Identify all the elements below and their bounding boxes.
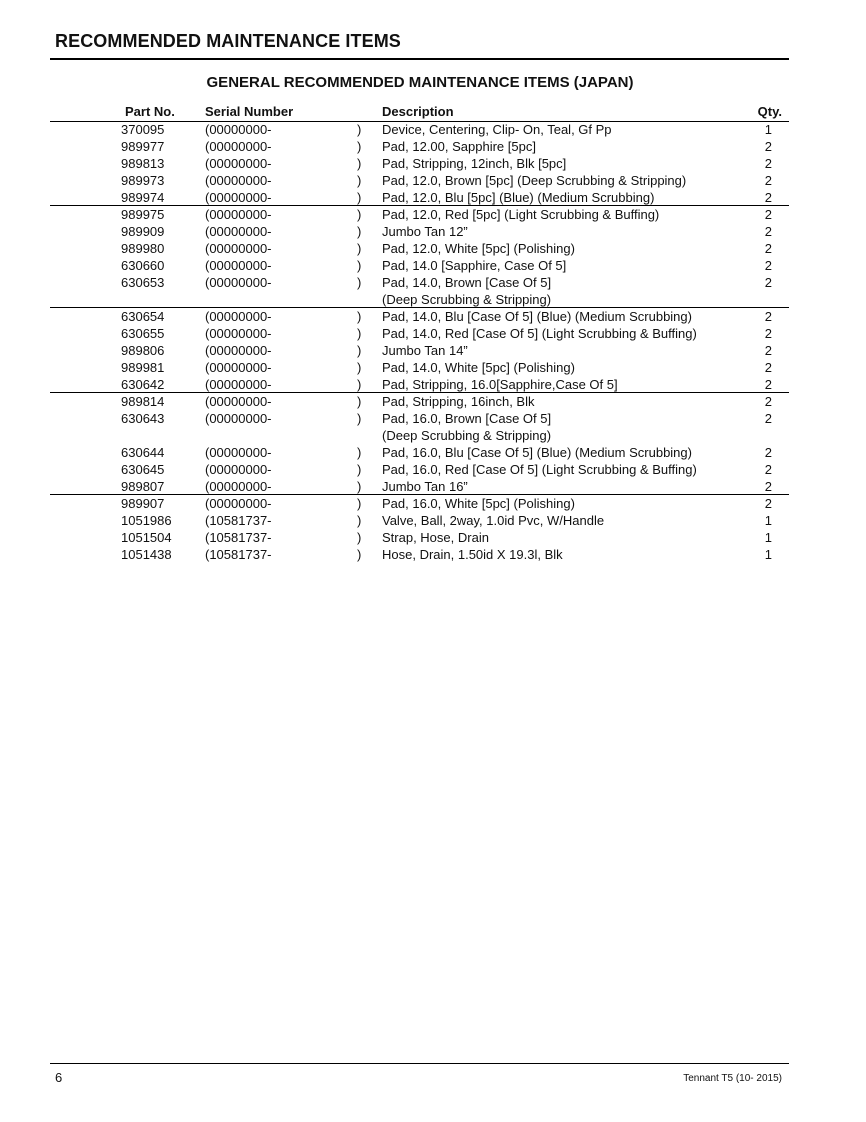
column-header-description: Description <box>382 104 454 119</box>
part-number: 1051504 <box>121 530 172 545</box>
part-number: 989974 <box>121 190 165 205</box>
serial-range-close: ) <box>357 190 362 205</box>
serial-number: (00000000- <box>205 207 272 222</box>
serial-range-close: ) <box>357 122 362 137</box>
table-row <box>0 308 866 325</box>
description: Pad, 14.0, Red [Case Of 5] (Light Scrubbing & Buffing) <box>382 326 697 341</box>
description: Pad, 16.0, Brown [Case Of 5] <box>382 411 552 426</box>
table-row <box>0 444 866 461</box>
table-row <box>0 393 866 410</box>
table-title: GENERAL RECOMMENDED MAINTENANCE ITEMS (JAPAN) <box>206 74 634 91</box>
table-row <box>0 121 866 138</box>
part-number: 989813 <box>121 156 165 171</box>
table-row <box>0 461 866 478</box>
part-number: 989909 <box>121 224 165 239</box>
serial-number: (00000000- <box>205 343 272 358</box>
quantity: 2 <box>764 224 772 239</box>
description: Hose, Drain, 1.50id X 19.3l, Blk <box>382 547 563 562</box>
table-row <box>0 325 866 342</box>
quantity: 2 <box>764 343 772 358</box>
serial-range-close: ) <box>357 513 362 528</box>
part-number: 989814 <box>121 394 165 409</box>
part-number: 989975 <box>121 207 165 222</box>
serial-range-close: ) <box>357 479 362 494</box>
table-row <box>0 376 866 393</box>
quantity: 2 <box>764 173 772 188</box>
quantity: 2 <box>764 360 772 375</box>
serial-number: (10581737- <box>205 530 272 545</box>
serial-number: (00000000- <box>205 326 272 341</box>
column-headers <box>0 104 866 120</box>
part-number: 630653 <box>121 275 165 290</box>
serial-range-close: ) <box>357 445 362 460</box>
description: Pad, 16.0, Red [Case Of 5] (Light Scrubbing & Buffing) <box>382 462 697 477</box>
serial-number: (00000000- <box>205 445 272 460</box>
part-number: 1051986 <box>121 513 172 528</box>
serial-number: (00000000- <box>205 462 272 477</box>
description: Pad, 12.0, Blu [5pc] (Blue) (Medium Scrubbing) <box>382 190 655 205</box>
column-header-serial-number: Serial Number <box>205 104 294 119</box>
serial-range-close: ) <box>357 377 362 392</box>
part-number: 1051438 <box>121 547 172 562</box>
quantity: 2 <box>764 326 772 341</box>
table-row <box>0 138 866 155</box>
table-row <box>0 495 866 512</box>
serial-number: (00000000- <box>205 190 272 205</box>
table-row <box>0 529 866 546</box>
description: Pad, 14.0, Brown [Case Of 5] <box>382 275 552 290</box>
serial-range-close: ) <box>357 258 362 273</box>
quantity: 2 <box>764 207 772 222</box>
serial-number: (00000000- <box>205 156 272 171</box>
heading-divider <box>50 58 789 60</box>
serial-range-close: ) <box>357 343 362 358</box>
quantity: 1 <box>764 547 772 562</box>
serial-number: (00000000- <box>205 411 272 426</box>
serial-number: (00000000- <box>205 360 272 375</box>
part-number: 989973 <box>121 173 165 188</box>
description: Pad, Stripping, 16inch, Blk <box>382 394 535 409</box>
serial-range-close: ) <box>357 156 362 171</box>
description-continued: (Deep Scrubbing & Stripping) <box>382 428 552 443</box>
column-header-qty: Qty. <box>757 104 782 119</box>
description: Pad, 16.0, White [5pc] (Polishing) <box>382 496 575 511</box>
table-row <box>0 257 866 274</box>
table-row <box>0 189 866 206</box>
quantity: 2 <box>764 258 772 273</box>
description-block <box>382 410 752 444</box>
quantity: 2 <box>764 411 772 426</box>
part-number: 630645 <box>121 462 165 477</box>
part-number: 630654 <box>121 309 165 324</box>
serial-range-close: ) <box>357 496 362 511</box>
part-number: 630643 <box>121 411 165 426</box>
serial-range-close: ) <box>357 462 362 477</box>
description-block <box>382 274 752 308</box>
description: Pad, 14.0 [Sapphire, Case Of 5] <box>382 258 567 273</box>
serial-number: (00000000- <box>205 496 272 511</box>
description: Strap, Hose, Drain <box>382 530 489 545</box>
quantity: 1 <box>764 513 772 528</box>
serial-number: (10581737- <box>205 513 272 528</box>
serial-range-close: ) <box>357 309 362 324</box>
table-row <box>0 546 866 563</box>
description: Jumbo Tan 14” <box>382 343 468 358</box>
serial-range-close: ) <box>357 275 362 290</box>
description: Pad, 14.0, Blu [Case Of 5] (Blue) (Medium Scrubbing) <box>382 309 692 324</box>
serial-range-close: ) <box>357 173 362 188</box>
description: Jumbo Tan 12” <box>382 224 468 239</box>
serial-range-close: ) <box>357 547 362 562</box>
description: Pad, 12.0, White [5pc] (Polishing) <box>382 241 575 256</box>
serial-number: (00000000- <box>205 394 272 409</box>
table-row <box>0 223 866 240</box>
part-number: 630660 <box>121 258 165 273</box>
quantity: 2 <box>764 394 772 409</box>
serial-range-close: ) <box>357 207 362 222</box>
serial-range-close: ) <box>357 530 362 545</box>
quantity: 2 <box>764 139 772 154</box>
serial-range-close: ) <box>357 360 362 375</box>
serial-number: (00000000- <box>205 241 272 256</box>
part-number: 989980 <box>121 241 165 256</box>
quantity: 2 <box>764 496 772 511</box>
description: Pad, 12.00, Sapphire [5pc] <box>382 139 536 154</box>
table-row <box>0 274 866 308</box>
serial-number: (00000000- <box>205 139 272 154</box>
table-row <box>0 155 866 172</box>
description: Pad, 14.0, White [5pc] (Polishing) <box>382 360 575 375</box>
document-reference: Tennant T5 (10- 2015) <box>683 1073 782 1084</box>
part-number: 989806 <box>121 343 165 358</box>
serial-number: (00000000- <box>205 122 272 137</box>
quantity: 2 <box>764 309 772 324</box>
table-row <box>0 410 866 444</box>
part-number: 989977 <box>121 139 165 154</box>
description: Pad, 16.0, Blu [Case Of 5] (Blue) (Medium Scrubbing) <box>382 445 692 460</box>
part-number: 630655 <box>121 326 165 341</box>
table-row <box>0 172 866 189</box>
serial-number: (00000000- <box>205 309 272 324</box>
description: Pad, 12.0, Red [5pc] (Light Scrubbing & Buffing) <box>382 207 660 222</box>
quantity: 2 <box>764 190 772 205</box>
serial-range-close: ) <box>357 139 362 154</box>
part-number: 630642 <box>121 377 165 392</box>
serial-range-close: ) <box>357 241 362 256</box>
serial-number: (10581737- <box>205 547 272 562</box>
table-row <box>0 206 866 223</box>
quantity: 2 <box>764 445 772 460</box>
part-number: 370095 <box>121 122 165 137</box>
serial-range-close: ) <box>357 394 362 409</box>
table-row <box>0 342 866 359</box>
table-row <box>0 512 866 529</box>
quantity: 2 <box>764 241 772 256</box>
table-row <box>0 359 866 376</box>
part-number: 630644 <box>121 445 165 460</box>
serial-number: (00000000- <box>205 224 272 239</box>
serial-number: (00000000- <box>205 173 272 188</box>
parts-table-body <box>0 121 866 563</box>
quantity: 1 <box>764 530 772 545</box>
quantity: 2 <box>764 479 772 494</box>
footer-divider <box>50 1063 789 1064</box>
description: Jumbo Tan 16” <box>382 479 468 494</box>
serial-number: (00000000- <box>205 479 272 494</box>
quantity: 2 <box>764 156 772 171</box>
serial-number: (00000000- <box>205 377 272 392</box>
description: Device, Centering, Clip- On, Teal, Gf Pp <box>382 122 612 137</box>
description: Pad, 12.0, Brown [5pc] (Deep Scrubbing & Stripping) <box>382 173 687 188</box>
part-number: 989981 <box>121 360 165 375</box>
description: Pad, Stripping, 12inch, Blk [5pc] <box>382 156 567 171</box>
part-number: 989807 <box>121 479 165 494</box>
description: Pad, Stripping, 16.0[Sapphire,Case Of 5] <box>382 377 618 392</box>
serial-number: (00000000- <box>205 275 272 290</box>
quantity: 1 <box>764 122 772 137</box>
serial-number: (00000000- <box>205 258 272 273</box>
serial-range-close: ) <box>357 326 362 341</box>
part-number: 989907 <box>121 496 165 511</box>
quantity: 2 <box>764 462 772 477</box>
page-heading: RECOMMENDED MAINTENANCE ITEMS <box>55 31 401 51</box>
table-row <box>0 240 866 257</box>
description-continued: (Deep Scrubbing & Stripping) <box>382 292 552 307</box>
serial-range-close: ) <box>357 224 362 239</box>
page-number: 6 <box>55 1070 63 1085</box>
column-header-part-no: Part No. <box>125 104 175 119</box>
quantity: 2 <box>764 377 772 392</box>
description: Valve, Ball, 2way, 1.0id Pvc, W/Handle <box>382 513 605 528</box>
quantity: 2 <box>764 275 772 290</box>
serial-range-close: ) <box>357 411 362 426</box>
table-row <box>0 478 866 495</box>
